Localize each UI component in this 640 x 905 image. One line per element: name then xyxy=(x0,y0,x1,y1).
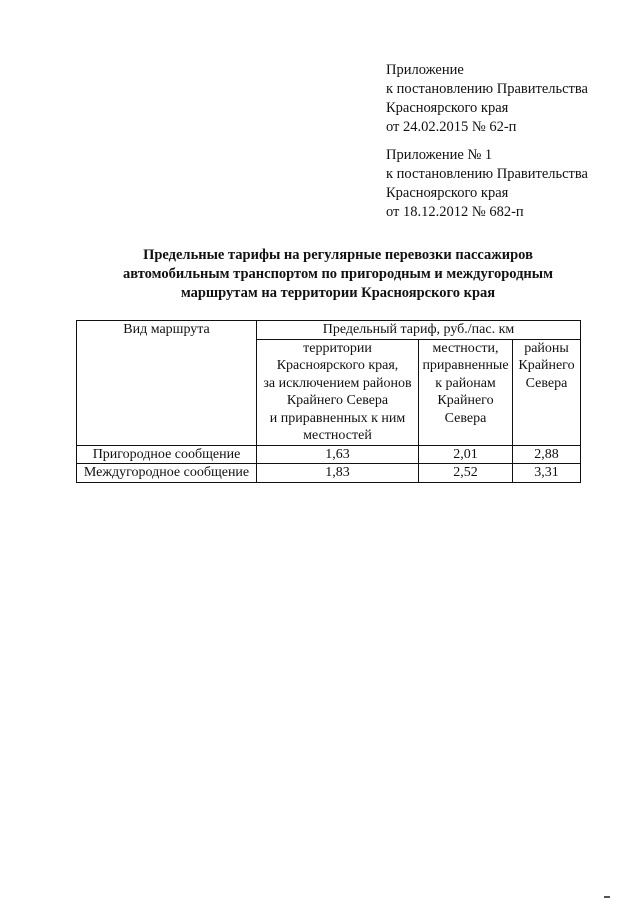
table-row xyxy=(77,464,581,483)
appendix-line: Красноярского края xyxy=(386,100,509,116)
table-row xyxy=(77,445,581,464)
tariff-table xyxy=(76,320,581,483)
header-line: Красноярского края, xyxy=(276,358,399,373)
scan-mark xyxy=(604,896,610,898)
title-line: Предельные тарифы на регулярные перевозки пассажиров xyxy=(143,247,533,263)
appendix-line: от 24.02.2015 № 62-п xyxy=(386,119,517,135)
tariff-value-cell: 3,31 xyxy=(513,464,581,483)
header-line: Крайнего xyxy=(437,393,494,408)
title-line: маршрутам на территории Красноярского края xyxy=(180,285,496,301)
header-line: и приравненных к ним xyxy=(269,410,406,426)
header-line: Севера xyxy=(444,410,487,426)
tariff-value-cell: 1,83 xyxy=(257,464,419,483)
table-header-row xyxy=(77,321,581,340)
appendix-line: Приложение xyxy=(386,62,464,78)
tariff-value-cell: 2,52 xyxy=(419,464,513,483)
header-line: территории xyxy=(303,340,372,356)
route-name-cell: Пригородное сообщение xyxy=(77,445,257,464)
appendix-line: от 18.12.2012 № 682-п xyxy=(386,204,524,220)
header-line: приравненные xyxy=(422,358,509,373)
appendix-line: к постановлению Правительства xyxy=(386,81,588,97)
appendix-line: Красноярского края xyxy=(386,185,509,201)
appendix-line: к постановлению Правительства xyxy=(386,166,588,182)
route-name-cell: Междугородное сообщение xyxy=(77,464,257,483)
tariff-value-cell: 2,88 xyxy=(513,445,581,464)
document-title xyxy=(60,246,616,303)
header-line: за исключением районов xyxy=(263,375,412,391)
appendix-current-reference xyxy=(386,61,588,137)
column-header-krasnoyarsk-territory xyxy=(257,339,419,445)
title-line: автомобильным транспортом по пригородным и междугородным xyxy=(123,266,553,282)
column-header-equated-localities xyxy=(419,339,513,445)
header-line: к районам xyxy=(435,375,496,391)
header-line: Крайнего Севера xyxy=(286,393,389,408)
column-header-far-north xyxy=(513,339,581,445)
tariff-header: Предельный тариф, руб./пас. км xyxy=(257,321,581,340)
route-type-header: Вид маршрута xyxy=(77,321,257,446)
header-line: Крайнего xyxy=(518,358,575,373)
tariff-value-cell: 1,63 xyxy=(257,445,419,464)
appendix-line: Приложение № 1 xyxy=(386,147,493,163)
tariff-value-cell: 2,01 xyxy=(419,445,513,464)
appendix-original-reference xyxy=(386,146,588,222)
header-line: районы xyxy=(524,340,569,356)
header-line: местности, xyxy=(432,340,499,356)
header-line: местностей xyxy=(303,428,372,443)
header-line: Севера xyxy=(525,375,568,391)
